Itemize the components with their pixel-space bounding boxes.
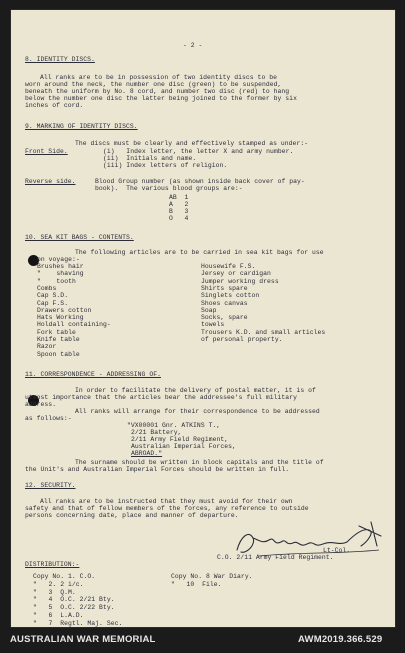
distribution-item: Copy No. 1. C.O. [33, 573, 96, 580]
distribution-heading: DISTRIBUTION:- [25, 561, 80, 568]
kit-item: Spoon table [37, 350, 80, 358]
kit-item: of personal property. [201, 336, 283, 343]
kit-item: Razor [37, 343, 57, 351]
section-10-heading: 10. SEA KIT BAGS - CONTENTS. [25, 234, 134, 241]
kit-item: Combs [37, 284, 57, 292]
section-8-line: below the number one disc the latter being joined to the former by six [25, 95, 297, 102]
section-8-line: inches of cord. [25, 102, 84, 109]
address-line: Australian Imperial Forces, [131, 443, 236, 450]
kit-item: Holdall containing- [37, 321, 111, 329]
distribution-item: " 6 L.A.D. [33, 612, 84, 619]
section-11-line: utmost importance that the articles bear the addressee's full military [25, 394, 297, 401]
kit-item: Singlets cotton [201, 292, 260, 300]
distribution-item: " 2. 2 i/c. [33, 580, 84, 588]
address-line: ABROAD." [131, 450, 163, 457]
distribution-item: Copy No. 8 War Diary. [171, 573, 253, 580]
section-11-heading: 11. CORRESPONDENCE - ADDRESSING OF. [25, 371, 161, 378]
footer-accession-number: AWM2019.366.529 [298, 634, 383, 645]
section-11-line: address. [25, 401, 57, 408]
signatory-rank: Lt-Col. [323, 547, 351, 554]
section-8-heading: 8. IDENTITY DISCS. [25, 56, 95, 63]
section-12-line: persons concerning date, place and manner of departure. [25, 512, 239, 519]
blood-group: B 3 [169, 208, 189, 215]
archive-footer [0, 631, 405, 653]
page-number: - 2 - [183, 42, 203, 49]
front-side-item: (i) Index letter, the letter X and army number. [103, 148, 294, 155]
document-page [11, 10, 395, 627]
address-line: "VX00001 Gnr. ATKINS T., [127, 422, 221, 429]
distribution-item: " 7 Regtl. Maj. Sec. [33, 619, 123, 627]
section-11-line: as follows:- [25, 415, 72, 422]
kit-item: Drawers cotton [37, 306, 92, 314]
front-side-item: (ii) Initials and name. [103, 155, 197, 162]
distribution-item: " 3 Q.M. [33, 588, 76, 596]
blood-group: A 2 [169, 201, 189, 208]
kit-item: Jumper working dress [201, 277, 279, 285]
reverse-side-label: Reverse side. [25, 178, 76, 185]
blood-group: O 4 [169, 215, 189, 222]
section-11-line: the Unit's and Australian Imperial Forces should be written in full. [25, 466, 290, 473]
address-line: 2/11 Army Field Regiment, [131, 436, 229, 443]
section-9-heading: 9. MARKING OF IDENTITY DISCS. [25, 123, 138, 130]
section-11-line: All ranks will arrange for their correspondence to be addressed [75, 408, 320, 415]
section-8-line: worn around the neck, the number one disc (green) to be suspended, [25, 81, 282, 88]
front-side-item: (iii) Index letters of religion. [103, 162, 228, 169]
kit-item: Jersey or cardigan [201, 270, 271, 278]
kit-item: Cap F.S. [37, 299, 69, 307]
section-10-intro: on voyage:- [37, 256, 80, 263]
kit-item: Knife table [37, 336, 80, 343]
kit-item: towels [201, 321, 225, 329]
section-9-intro: The discs must be clearly and effectively stamped as under:- [75, 140, 309, 147]
section-12-line: All ranks are to be instructed that they must avoid for their own [40, 498, 293, 505]
footer-institution: AUSTRALIAN WAR MEMORIAL [10, 634, 156, 645]
kit-item: Brushes hair [37, 263, 84, 270]
section-11-line: The surname should be written in block capitals and the title of [75, 459, 324, 466]
blood-group: AB 1 [169, 194, 189, 201]
section-10-intro: The following articles are to be carried in sea kit bags for use [75, 249, 324, 256]
distribution-item: " 4 O.C. 2/21 Bty. [33, 596, 115, 604]
kit-item: Housewife F.S. [201, 263, 256, 270]
kit-item: Shirts spare [201, 284, 248, 292]
kit-item: Fork table [37, 328, 76, 336]
distribution-item: " 10 File. [171, 580, 222, 588]
kit-item: " shaving [37, 270, 84, 278]
kit-item: Shoes canvas [201, 299, 248, 307]
front-side-label: Front Side. [25, 148, 68, 155]
reverse-side-line: book). The various blood groups are:- [95, 185, 243, 192]
section-8-line: beneath the uniform by No. 8 cord, and number two disc (red) to hang [25, 88, 290, 95]
kit-item: Trousers K.D. and small articles [201, 328, 326, 336]
address-line: 2/21 Battery, [131, 429, 182, 436]
kit-item: Cap S.D. [37, 292, 69, 300]
kit-item: " tooth [37, 277, 76, 285]
kit-item: Soap [201, 306, 217, 314]
section-11-line: In order to facilitate the delivery of postal matter, it is of [75, 387, 316, 394]
section-12-line: safety and that of fellow members of the forces, any reference to outside [25, 505, 309, 512]
section-12-heading: 12. SECURITY. [25, 482, 76, 489]
kit-item: Socks, spare [201, 314, 248, 322]
section-8-line: All ranks are to be in possession of two identity discs to be [40, 74, 277, 81]
distribution-item: " 5 O.C. 2/22 Bty. [33, 604, 115, 612]
kit-item: Hats Working [37, 314, 84, 322]
signatory-title: C.O. 2/11 Army Field Regiment. [217, 554, 334, 561]
reverse-side-line: Blood Group number (as shown inside back cover of pay- [95, 178, 305, 185]
